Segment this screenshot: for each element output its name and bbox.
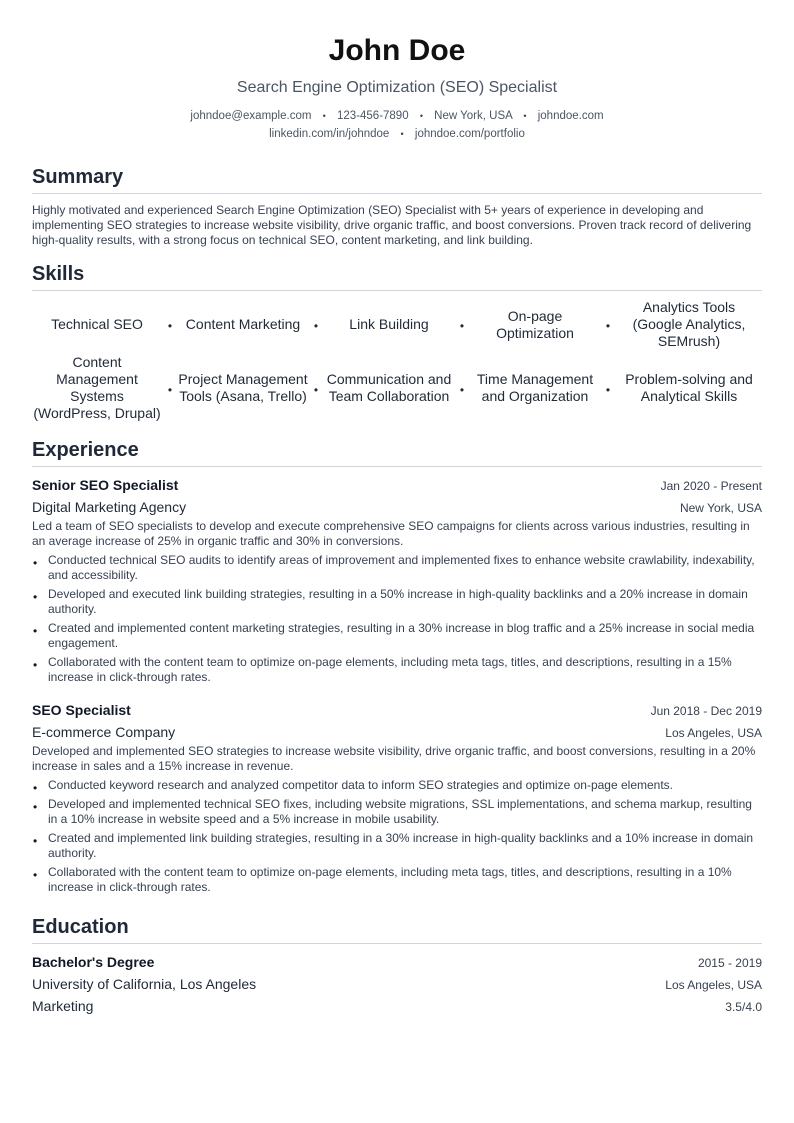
bullet-icon: • (33, 800, 38, 815)
bullet-text: Conducted keyword research and analyzed competitor data to inform SEO strategies and optimize on-page elements. (48, 778, 674, 793)
skill-item: On-page Optimization (496, 307, 574, 341)
skill-separator: • (605, 382, 611, 397)
education-field: Marketing (32, 998, 94, 1015)
list-item (32, 797, 762, 827)
bullet-text: Developed and implemented technical SEO fixes, including website migrations, SSL implementations, and schema markup, resulting in a 10% increase in website speed and a 5% increase in mobile usability. (48, 797, 752, 827)
skill-item: Time Management and Organization (476, 371, 594, 405)
education-dates: 2015 - 2019 (697, 956, 762, 971)
resume-header (32, 32, 762, 143)
education-gpa: 3.5/4.0 (725, 1000, 762, 1015)
contact-separator: • (523, 111, 527, 121)
list-item (32, 778, 762, 796)
contact-row-primary (32, 107, 762, 125)
skill-separator: • (459, 382, 465, 397)
list-item (32, 655, 762, 685)
skill-item: Link Building (349, 316, 429, 333)
skills-heading: Skills (32, 262, 762, 291)
contact-linkedin: linkedin.com/in/johndoe (269, 128, 390, 141)
bullet-text: Collaborated with the content team to optimize on-page elements, including meta tags, titles, and descriptions, resulting in a 10% increase in click-through rates. (48, 865, 732, 895)
job-company: E-commerce Company (32, 724, 176, 741)
skills-grid (32, 299, 762, 422)
contact-separator: • (322, 111, 326, 121)
experience-section (32, 438, 762, 895)
contact-email: johndoe@example.com (190, 110, 312, 123)
bullet-text: Developed and executed link building strategies, resulting in a 50% increase in high-quality backlinks and a 20% increase in domain authority. (48, 587, 748, 617)
list-item (32, 553, 762, 583)
contact-phone: 123-456-7890 (336, 110, 409, 123)
job-description: Led a team of SEO specialists to develop and execute comprehensive SEO campaigns for clients across various industries, resulting in an average increase of 25% in organic traffic and 30% in conversions. (32, 519, 750, 549)
job-company: Digital Marketing Agency (32, 499, 187, 516)
contact-location: New York, USA (434, 110, 513, 123)
bullet-text: Collaborated with the content team to optimize on-page elements, including meta tags, titles, and descriptions, resulting in a 15% increase in click-through rates. (48, 655, 732, 685)
skill-separator: • (167, 382, 173, 397)
skill-item: Content Marketing (185, 316, 301, 333)
bullet-icon: • (33, 781, 38, 796)
bullet-icon: • (33, 624, 38, 639)
education-location: Los Angeles, USA (665, 978, 762, 993)
job-entry (32, 701, 762, 895)
bullet-icon: • (33, 834, 38, 849)
skill-item: Problem-solving and Analytical Skills (625, 371, 753, 405)
list-item (32, 621, 762, 651)
job-role: SEO Specialist (32, 702, 131, 719)
education-entry (32, 953, 762, 1016)
skill-separator: • (313, 382, 319, 397)
job-entry (32, 476, 762, 685)
bullet-icon: • (33, 868, 38, 883)
skill-item: Technical SEO (51, 316, 143, 333)
list-item (32, 865, 762, 895)
contact-separator: • (419, 111, 423, 121)
education-section (32, 915, 762, 1016)
job-dates: Jan 2020 - Present (660, 479, 762, 494)
bullet-icon: • (33, 658, 38, 673)
bullet-text: Created and implemented link building strategies, resulting in a 30% increase in high-quality backlinks and a 10% increase in domain authority. (48, 831, 754, 861)
bullet-icon: • (33, 590, 38, 605)
job-dates: Jun 2018 - Dec 2019 (650, 704, 762, 719)
bullet-text: Created and implemented content marketing strategies, resulting in a 30% increase in blog traffic and a 25% increase in social media engagement. (48, 621, 755, 651)
education-heading: Education (32, 915, 762, 944)
candidate-title: Search Engine Optimization (SEO) Specialist (236, 79, 558, 96)
education-school: University of California, Los Angeles (32, 976, 257, 993)
contact-website: johndoe.com (537, 110, 604, 123)
experience-heading: Experience (32, 438, 762, 467)
skill-item: Project Management Tools (Asana, Trello) (178, 371, 308, 405)
job-location: Los Angeles, USA (665, 726, 762, 741)
skill-separator: • (313, 319, 319, 334)
job-bullets (32, 778, 762, 895)
contact-row-secondary (32, 125, 762, 143)
skill-item: Communication and Team Collaboration (326, 371, 452, 405)
list-item (32, 587, 762, 617)
skills-section (32, 262, 762, 422)
education-degree: Bachelor's Degree (32, 954, 155, 971)
skill-item: Content Management Systems (WordPress, Drupal) (33, 354, 161, 422)
skill-separator: • (605, 319, 611, 334)
contact-portfolio: johndoe.com/portfolio (414, 128, 525, 141)
candidate-name: John Doe (328, 34, 466, 67)
contact-separator: • (400, 129, 404, 140)
summary-heading: Summary (32, 165, 762, 194)
skill-separator: • (167, 319, 173, 334)
summary-section (32, 165, 762, 248)
skill-separator: • (459, 319, 465, 334)
job-description: Developed and implemented SEO strategies to increase website visibility, drive organic traffic, and boost conversions, resulting in a 20% increase in sales and a 15% increase in revenue. (32, 744, 756, 774)
job-location: New York, USA (679, 501, 762, 516)
job-bullets (32, 553, 762, 685)
skill-item: Analytics Tools (Google Analytics, SEMrush) (632, 299, 746, 350)
list-item (32, 831, 762, 861)
bullet-icon: • (33, 556, 38, 571)
bullet-text: Conducted technical SEO audits to identify areas of improvement and implemented fixes to enhance website crawlability, indexability, and accessibility. (48, 553, 755, 583)
summary-text: Highly motivated and experienced Search Engine Optimization (SEO) Specialist with 5+ years of experience in developing and implementing SEO strategies to increase website visibility, drive organic traffic, and boost conversions. Proven track record of delivering high-quality results, with a strong focus on technical SEO, content marketing, and link building. (32, 203, 752, 248)
job-role: Senior SEO Specialist (32, 477, 179, 494)
